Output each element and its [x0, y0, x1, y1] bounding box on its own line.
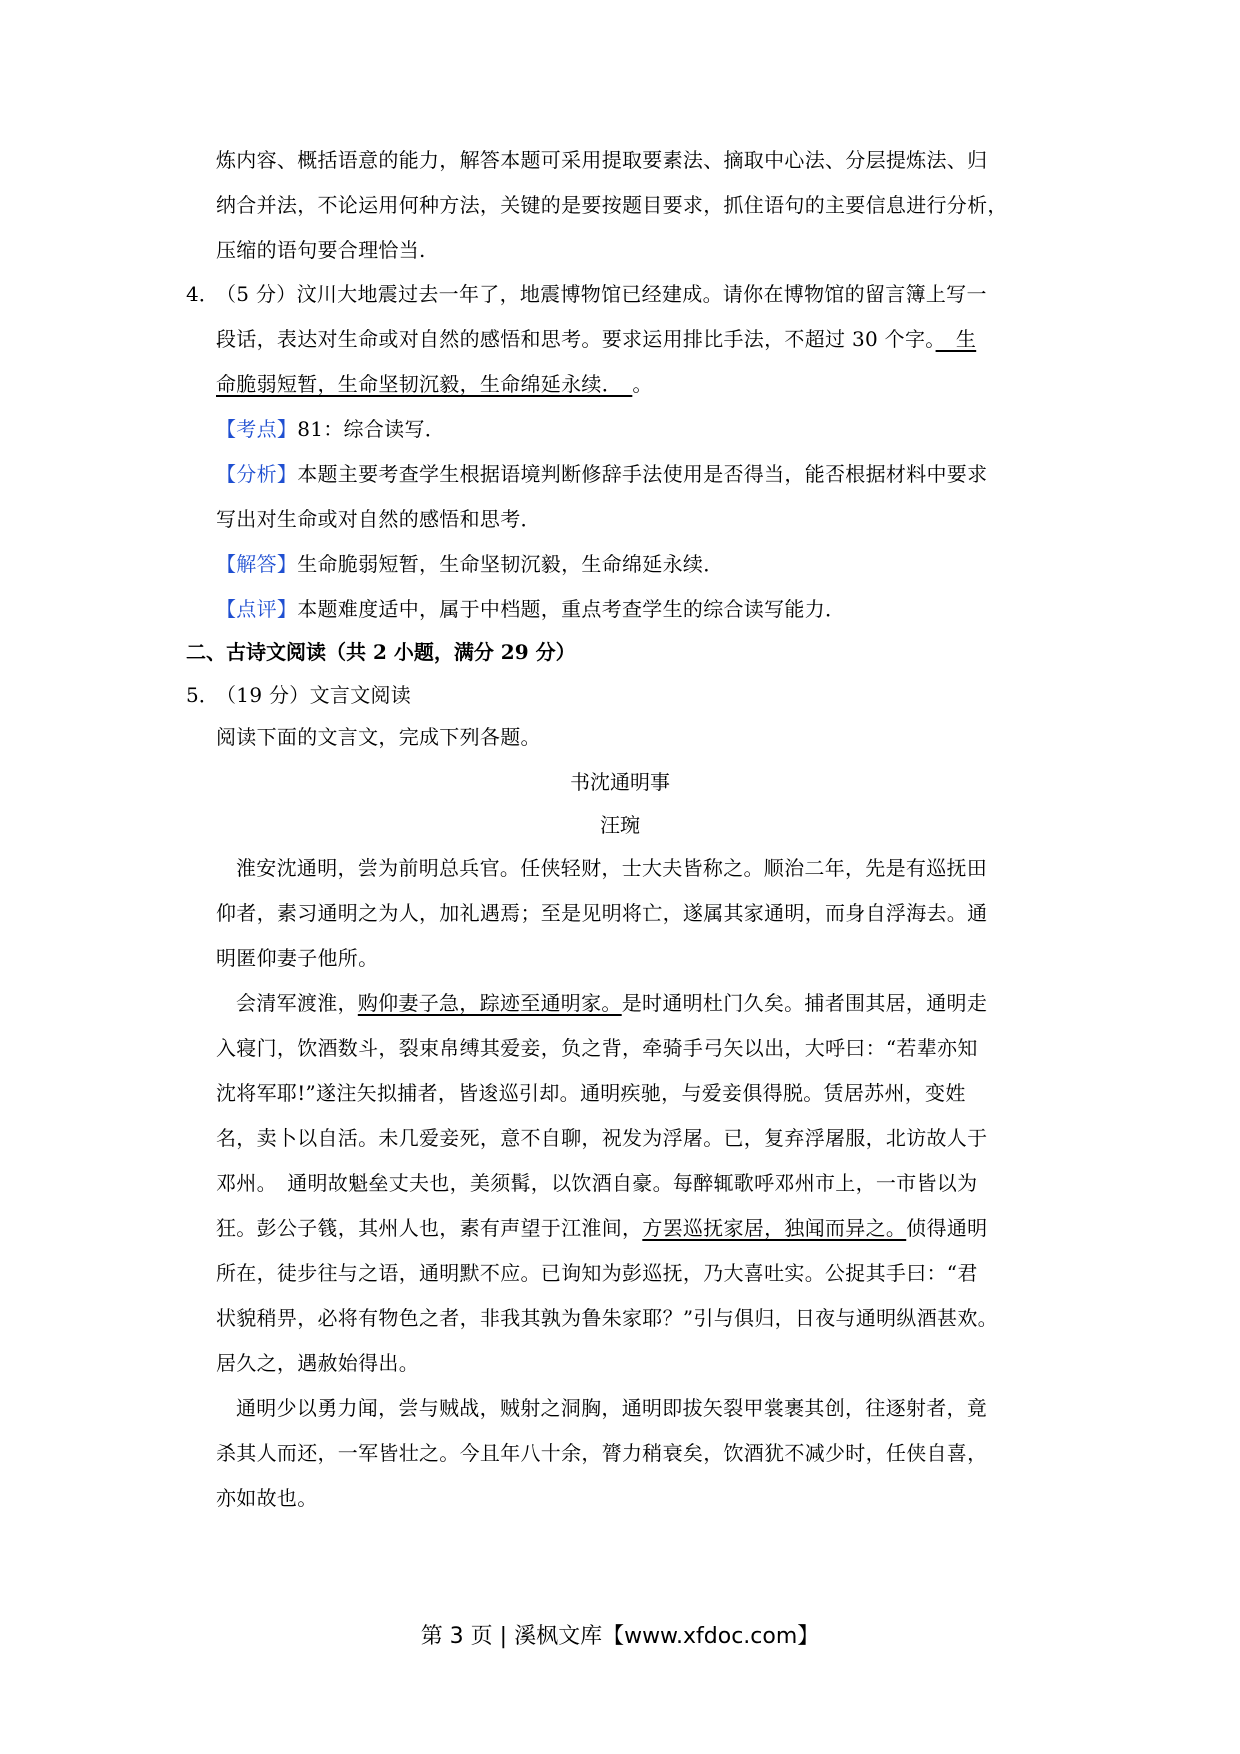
passage-text: 会清军渡淮， [236, 991, 358, 1015]
text-line: 压缩的语句要合理恰当. [216, 238, 426, 262]
passage-line: 明匿仰妻子他所。 [216, 946, 379, 970]
passage-text: 是时通明杜门久矣。捕者围其居，通明走 [621, 991, 988, 1015]
question-number: 4． [186, 282, 219, 306]
jieda-row [216, 549, 724, 579]
passage-text: 狂。彭公子篯，其州人也，素有声望于江淮间， [216, 1216, 643, 1240]
page-footer: 第 3 页 | 溪枫文库【www.xfdoc.com】 [420, 1624, 820, 1649]
jieda-text: 生命脆弱短暂，生命坚韧沉毅，生命绵延永续． [297, 552, 724, 576]
section-heading: 二、古诗文阅读（共 2 小题，满分 29 分） [186, 640, 576, 664]
answer-underlined: 生 [935, 327, 977, 351]
passage-line: 名，卖卜以自活。未几爱妾死，意不自聊，祝发为浮屠。已，复弃浮屠服，北访故人于 [216, 1126, 988, 1150]
passage-line: 居久之，遇赦始得出。 [216, 1351, 419, 1375]
passage-line: 杀其人而还，一军皆壮之。今且年八十余，膂力稍衰矣，饮酒犹不减少时，任侠自喜， [216, 1441, 988, 1465]
dianping-row [216, 594, 845, 624]
underlined-sentence: 购仰妻子急，踪迹至通明家。 [357, 991, 622, 1015]
passage-line: 仰者，素习通明之为人，加礼遇焉；至是见明将亡，遂属其家通明，而身自浮海去。通 [216, 901, 988, 925]
passage-title: 书沈通明事 [570, 770, 670, 794]
text-line: 纳合并法，不论运用何种方法，关键的是要按题目要求，抓住语句的主要信息进行分析， [216, 193, 1008, 217]
answer-end: 。 [632, 372, 653, 396]
passage-line: 淮安沈通明，尝为前明总兵官。任侠轻财，士大夫皆称之。顺治二年，先是有巡抚田 [236, 856, 988, 880]
passage-line: 亦如故也。 [216, 1486, 318, 1510]
fenxi-text: 本题主要考查学生根据语境判断修辞手法使用是否得当，能否根据材料中要求 [297, 462, 988, 486]
answer-line [216, 369, 653, 399]
kaodian-row [216, 414, 445, 444]
passage-line: 所在，徒步往与之语，通明默不应。已询知为彭巡抚，乃大喜吐实。公捉其手曰：“君 [216, 1261, 978, 1285]
question-text [216, 324, 976, 354]
fenxi-row-cont: 写出对生命或对自然的感悟和思考． [216, 507, 541, 531]
instruction-text: 阅读下面的文言文，完成下列各题。 [216, 725, 541, 749]
question-text: （5 分）汶川大地震过去一年了，地震博物馆已经建成。请你在博物馆的留言簿上写一 [216, 282, 987, 306]
dianping-tag: 【点评】 [216, 597, 298, 621]
answer-underlined: 命脆弱短暂，生命坚韧沉毅，生命绵延永续． [216, 372, 633, 396]
text-line: 炼内容、概括语意的能力，解答本题可采用提取要素法、摘取中心法、分层提炼法、归 [216, 148, 988, 172]
passage-line: 通明少以勇力闻，尝与贼战，贼射之洞胸，通明即拔矢裂甲裳裹其创，往逐射者，竟 [236, 1396, 988, 1420]
question-text-part: 段话，表达对生命或对自然的感悟和思考。要求运用排比手法，不超过 30 个字。 [216, 327, 936, 351]
jieda-tag: 【解答】 [216, 552, 298, 576]
passage-line: 入寝门，饮酒数斗，裂束帛缚其爱妾，负之背，牵骑手弓矢以出，大呼曰：“若辈亦知 [216, 1036, 978, 1060]
fenxi-tag: 【分析】 [216, 462, 298, 486]
passage-text: 侦得通明 [906, 1216, 988, 1240]
kaodian-text: 81：综合读写． [297, 417, 446, 441]
underlined-sentence: 方罢巡抚家居，独闻而异之。 [642, 1216, 907, 1240]
passage-line [216, 1213, 987, 1243]
passage-line [236, 988, 987, 1018]
question-number: 5． [186, 683, 219, 707]
question-text: （19 分）文言文阅读 [216, 683, 412, 707]
fenxi-row [216, 459, 987, 489]
passage-line: 状貌稍畀，必将有物色之者，非我其孰为鲁朱家耶？”引与俱归，日夜与通明纵酒甚欢。 [216, 1306, 998, 1330]
passage-line: 邓州。 通明故魁垒丈夫也，美须髯，以饮酒自豪。每醉辄歌呼邓州市上，一市皆以为 [216, 1171, 978, 1195]
passage-author: 汪琬 [600, 813, 640, 837]
kaodian-tag: 【考点】 [216, 417, 298, 441]
dianping-text: 本题难度适中，属于中档题，重点考查学生的综合读写能力． [297, 597, 846, 621]
passage-line: 沈将军耶!”遂注矢拟捕者，皆逡巡引却。通明疾驰，与爱妾俱得脱。赁居苏州，变姓 [216, 1081, 966, 1105]
